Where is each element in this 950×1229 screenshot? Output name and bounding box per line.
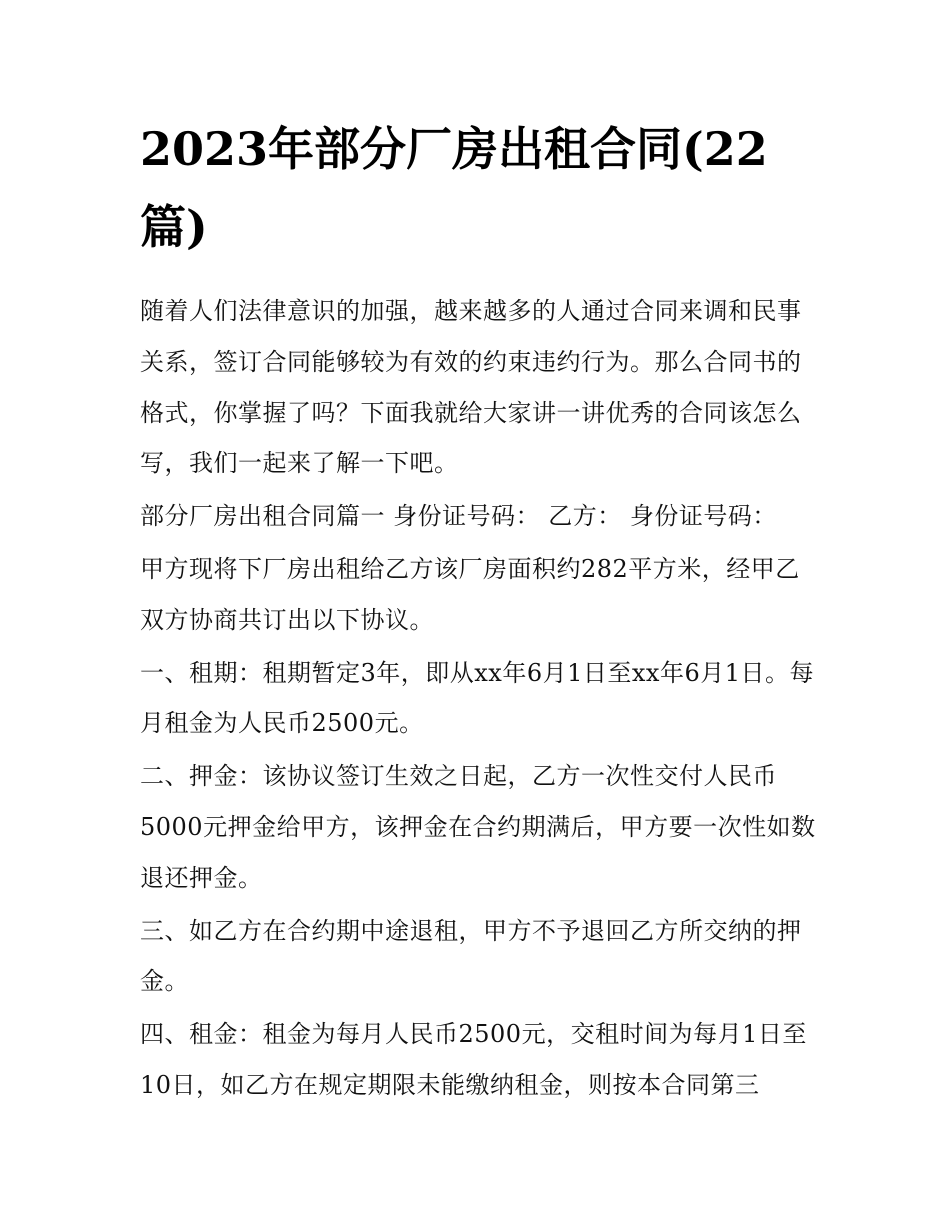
document-title: 2023年部分厂房出租合同(22篇) [140,122,768,254]
clause-term: 一、租期：租期暂定3年，即从xx年6月1日至xx年6月1日。每月租金为人民币2500元。 [140,658,814,738]
clause-deposit: 二、押金：该协议签订生效之日起，乙方一次性交付人民币5000元押金给甲方，该押金在合约期满后，甲方要一次性如数退还押金。 [140,762,816,892]
document-body [140,110,820,1113]
party-info-paragraph: 部分厂房出租合同篇一 身份证号码： 乙方： 身份证号码： [140,502,777,531]
clause-early-termination: 三、如乙方在合约期中途退租，甲方不予退回乙方所交纳的押金。 [140,916,802,996]
premises-paragraph: 甲方现将下厂房出租给乙方该厂房面积约282平方米，经甲乙双方协商共订出以下协议。 [140,554,800,634]
intro-paragraph: 随着人们法律意识的加强，越来越多的人通过合同来调和民事关系，签订合同能够较为有效的约束违约行为。那么合同书的格式，你掌握了吗？下面我就给大家讲一讲优秀的合同该怎么写，我们一起来了解一下吧。 [140,297,802,478]
clause-rent: 四、租金：租金为每月人民币2500元，交租时间为每月1日至10日，如乙方在规定期限未能缴纳租金，则按本合同第三 [140,1020,807,1099]
